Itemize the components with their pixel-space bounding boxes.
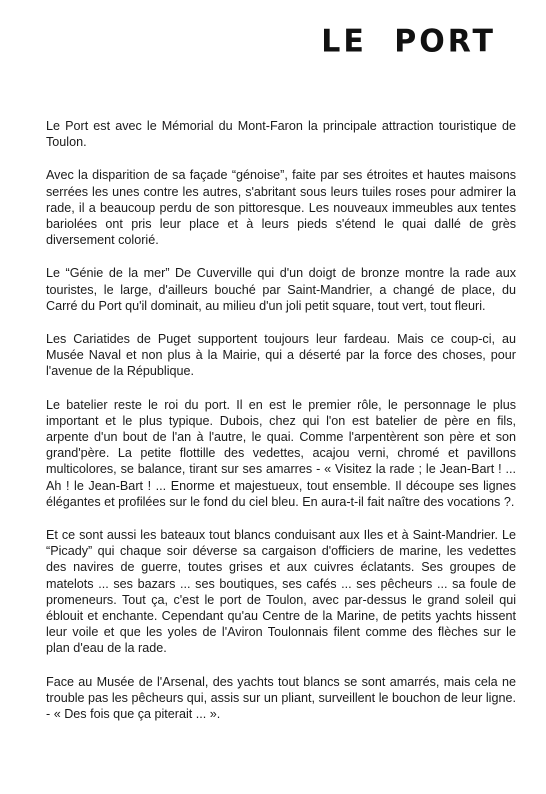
paragraph: Le “Génie de la mer” De Cuverville qui d'un doigt de bronze montre la rade aux touristes, le large, d'ailleurs bouché par Saint-Mandrier, a changé de place, du Carré du Port qu'il dominait, au milieu d'un joli petit square, tout vert, tout fleuri. <box>46 266 516 313</box>
paragraph: Le batelier reste le roi du port. Il en est le premier rôle, le personnage le plus important et le plus typique. Dubois, chez qui l'on est batelier de père en fils, arpente d'un bout de l'an à l'autre, le quai. Comme l'arpentèrent son père et son grand'père. La petite flottille des vedettes, acajou verni, chromé et pavillons multicolores, se balance, tirant sur ses amarres - « Visitez la rade ; le Jean-Bart ! ... Ah ! le Jean-Bart ! ... Enorme et majestueux, tout ensemble. Il découpe ses lignes élégantes et profilées sur le fond du ciel bleu. En aura-t-il fait naître des vocations ?. <box>46 397 516 509</box>
paragraph: Les Cariatides de Puget supportent toujours leur fardeau. Mais ce coup-ci, au Musée Naval et non plus à la Mairie, qui a déserté par la force des choses, pour l'avenue de la République. <box>46 332 516 379</box>
page-title: LE PORT <box>321 23 496 60</box>
article-body <box>46 118 516 739</box>
paragraph: Le Port est avec le Mémorial du Mont-Faron la principale attraction touristique de Toulon. <box>46 119 516 150</box>
paragraph: Face au Musée de l'Arsenal, des yachts tout blancs se sont amarrés, mais cela ne trouble pas les pêcheurs qui, assis sur un pliant, surveillent le bouchon de leur ligne. - « Des fois que ça piterait ... ». <box>46 674 516 722</box>
paragraph: Avec la disparition de sa façade “génoise”, faite par ses étroites et hautes maisons serrées les unes contre les autres, s'abritant sous leurs tuiles roses pour admirer la rade, il a beaucoup perdu de son pittoresque. Les nouveaux immeubles aux tentes bariolées ont pris leur place et à leurs pieds s'étend le quai dallé de grès diversement colorié. <box>46 168 516 248</box>
paragraph: Et ce sont aussi les bateaux tout blancs conduisant aux Iles et à Saint-Mandrier. Le “Picady” qui chaque soir déverse sa cargaison d'officiers de marine, les vedettes des navires de guerre, toutes grises et aux cuivres éclatants. Ses groupes de matelots ... ses bazars ... ses boutiques, ses cafés ... ses pêcheurs ... sa foule de promeneurs. Tout ça, c'est le port de Toulon, avec par-dessus le grand soleil qui éblouit et enchante. Cependant qu'au Centre de la Marine, de petits yachts hissent leur voile et que les yoles de l'Aviron Toulonnais filent comme des flèches sur le plan d'eau de la rade. <box>46 528 516 656</box>
